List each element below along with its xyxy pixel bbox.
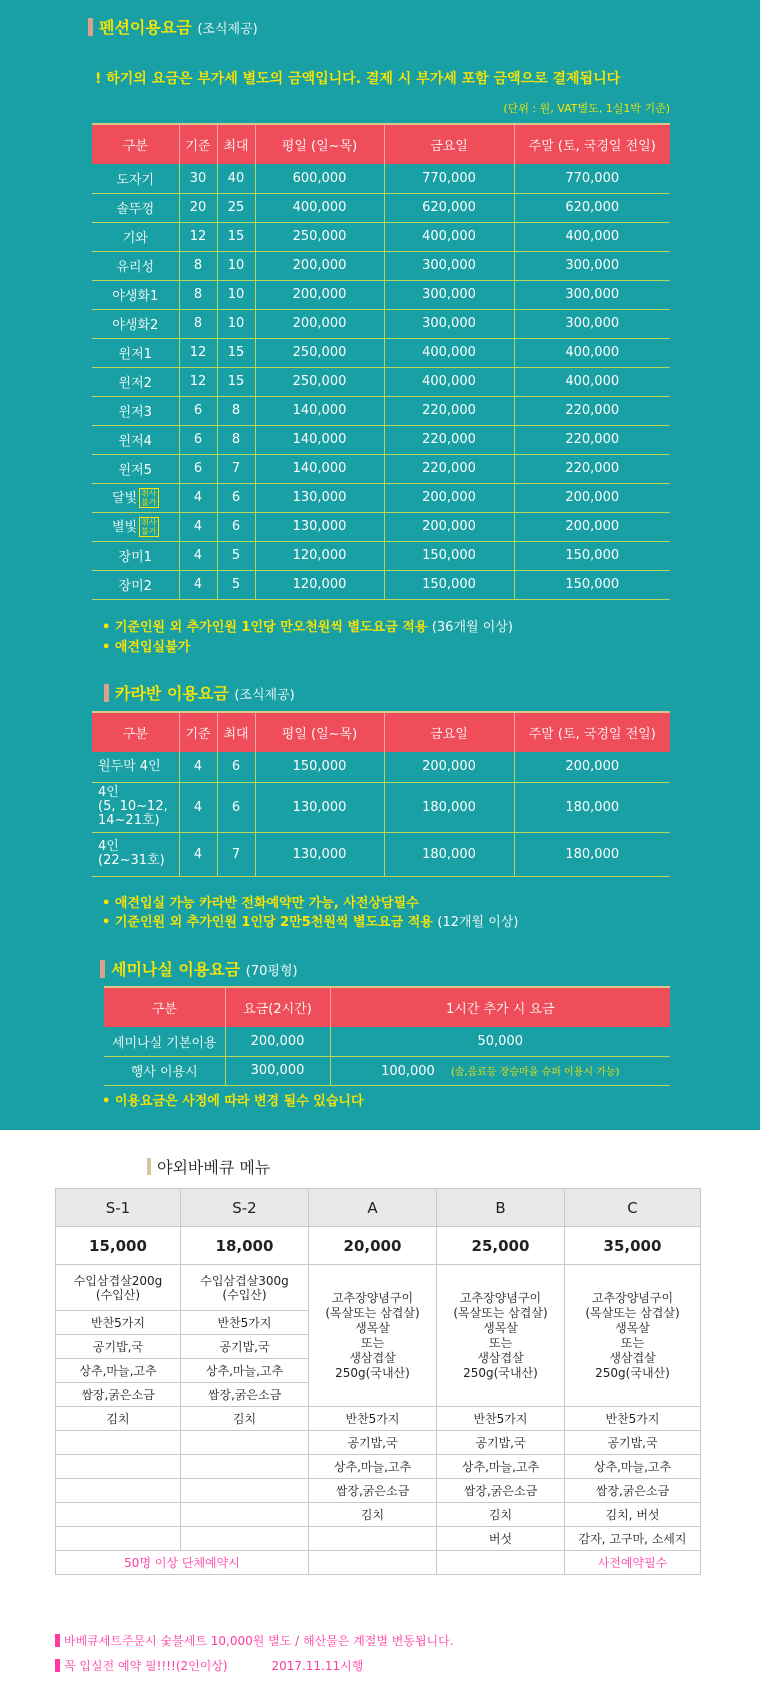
caravan-name: 원두막 4인 [92,752,179,782]
weekend-price: 220,000 [514,425,670,454]
bbq-foot-1: 바베큐세트주문시 숯불세트 10,000원 별도 / 해산물은 계절별 변동됩니다. [64,1634,454,1648]
seminar-type: 행사 이용시 [104,1056,225,1085]
std-people: 6 [179,396,217,425]
pension-row [92,367,670,396]
room-name: 야생화1 [92,280,179,309]
max-people: 7 [217,832,255,876]
max-people: 15 [217,338,255,367]
friday-price: 220,000 [384,425,514,454]
menu-item: 김치 [181,1407,309,1431]
vat-notice: ! 하기의 요금은 부가세 별도의 금액입니다. 결제 시 부가세 포함 금액으로 결제됩니다 [95,71,621,87]
weekday-price: 250,000 [255,338,384,367]
std-people: 4 [179,782,217,832]
weekday-price: 150,000 [255,752,384,782]
menu-main-item: 고추장양념구이 (목살또는 삼겹살) 생목살 또는 생삼겹살 250g(국내산) [565,1265,701,1407]
caravan-row [92,782,670,832]
std-people: 4 [179,570,217,599]
bbq-title-text: 야외바베큐 메뉴 [157,1158,271,1177]
seminar-type: 세미나실 기본이용 [104,1027,225,1056]
weekend-price: 300,000 [514,251,670,280]
room-name: 윈저2 [92,367,179,396]
column-header: 기준 [179,124,217,164]
weekend-price: 400,000 [514,222,670,251]
friday-price: 180,000 [384,782,514,832]
title-bar-marker [88,18,93,36]
weekend-price: 770,000 [514,164,670,193]
pension-price-table [92,123,670,600]
set-price: 25,000 [437,1227,565,1265]
friday-price: 200,000 [384,752,514,782]
friday-price: 180,000 [384,832,514,876]
std-people: 12 [179,367,217,396]
seminar-price-table [104,986,670,1086]
menu-item: 쌈장,굵은소금 [181,1383,309,1407]
menu-item: 상추,마늘,고추 [565,1455,701,1479]
friday-price: 400,000 [384,367,514,396]
group-reservation-note: 50명 이상 단체예약시 [56,1551,309,1575]
weekday-price: 140,000 [255,396,384,425]
column-header: 주말 (토, 국경일 전일) [514,124,670,164]
weekend-price: 400,000 [514,367,670,396]
column-header: 금요일 [384,124,514,164]
friday-price: 150,000 [384,570,514,599]
caravan-price-table [92,711,670,877]
weekend-price: 180,000 [514,832,670,876]
std-people: 4 [179,752,217,782]
weekend-price: 220,000 [514,396,670,425]
caravan-note-pets: • 애견입실 가능 카라반 전화예약만 가능, 사전상담필수 [102,896,419,911]
max-people: 15 [217,222,255,251]
menu-item: 감자, 고구마, 소세지 [565,1527,701,1551]
pension-row [92,280,670,309]
std-people: 4 [179,832,217,876]
friday-price: 200,000 [384,512,514,541]
pension-row [92,338,670,367]
column-header: 기준 [179,712,217,752]
menu-item [56,1479,181,1503]
pension-row [92,222,670,251]
caravan-title-sub: (조식제공) [234,688,295,703]
menu-main-item: 고추장양념구이 (목살또는 삼겹살) 생목살 또는 생삼겹살 250g(국내산) [309,1265,437,1407]
column-header: 최대 [217,124,255,164]
set-code: A [309,1189,437,1227]
footnote-bar-marker [55,1634,60,1647]
column-header: 구분 [104,987,225,1027]
menu-item [181,1479,309,1503]
menu-item: 쌈장,굵은소금 [56,1383,181,1407]
menu-item [181,1455,309,1479]
weekend-price: 300,000 [514,280,670,309]
seminar-extra-note: (술,음료등 장승마을 슈퍼 이용시 가능) [450,1066,620,1078]
footnote-bar-marker [55,1659,60,1672]
bbq-menu-row [56,1431,701,1455]
menu-item: 반찬5가지 [309,1407,437,1431]
menu-item: 수입삼겹살200g (수입산) [56,1265,181,1311]
max-people: 6 [217,752,255,782]
caravan-note-2-tail: (12개월 이상) [437,915,519,930]
max-people: 25 [217,193,255,222]
column-header: 평일 (일~목) [255,712,384,752]
empty-cell [309,1551,437,1575]
std-people: 8 [179,309,217,338]
set-price: 35,000 [565,1227,701,1265]
std-people: 6 [179,425,217,454]
menu-item [181,1431,309,1455]
weekday-price: 600,000 [255,164,384,193]
column-header: 금요일 [384,712,514,752]
bbq-menu-row [56,1527,701,1551]
friday-price: 770,000 [384,164,514,193]
menu-item: 김치 [437,1503,565,1527]
bbq-menu-row [56,1503,701,1527]
column-header: 구분 [92,712,179,752]
friday-price: 300,000 [384,251,514,280]
max-people: 5 [217,570,255,599]
bbq-menu-table [55,1188,701,1575]
friday-price: 150,000 [384,541,514,570]
menu-item: 반찬5가지 [181,1311,309,1335]
seminar-row [104,1056,670,1085]
room-name: 윈저4 [92,425,179,454]
pension-row [92,570,670,599]
std-people: 20 [179,193,217,222]
weekend-price: 220,000 [514,454,670,483]
bbq-footnote-reservation [55,1657,363,1674]
bbq-note-row [56,1551,701,1575]
pension-row [92,483,670,512]
friday-price: 200,000 [384,483,514,512]
menu-item: 공기밥,국 [181,1335,309,1359]
bbq-menu-row [56,1407,701,1431]
max-people: 8 [217,425,255,454]
weekend-price: 200,000 [514,752,670,782]
menu-item: 반찬5가지 [437,1407,565,1431]
bbq-price-row [56,1227,701,1265]
pension-row [92,251,670,280]
weekday-price: 130,000 [255,832,384,876]
weekday-price: 140,000 [255,454,384,483]
std-people: 8 [179,280,217,309]
seminar-fee: 200,000 [225,1027,330,1056]
room-name: 달빛 취사 불가 [92,483,179,512]
seminar-note: • 이용요금은 사정에 따라 변경 될수 있습니다 [102,1094,364,1109]
weekend-price: 200,000 [514,483,670,512]
menu-item: 반찬5가지 [565,1407,701,1431]
weekday-price: 400,000 [255,193,384,222]
seminar-title [100,957,298,980]
friday-price: 220,000 [384,454,514,483]
column-header: 최대 [217,712,255,752]
max-people: 10 [217,309,255,338]
bbq-menu-row [56,1479,701,1503]
room-name: 기와 [92,222,179,251]
max-people: 6 [217,512,255,541]
bbq-title [147,1155,270,1178]
weekday-price: 250,000 [255,367,384,396]
column-header: 요금(2시간) [225,987,330,1027]
pension-row [92,454,670,483]
set-price: 15,000 [56,1227,181,1265]
menu-item: 쌈장,굵은소금 [437,1479,565,1503]
weekend-price: 150,000 [514,541,670,570]
column-header: 1시간 추가 시 요금 [330,987,670,1027]
bbq-menu-row [56,1265,701,1311]
max-people: 10 [217,280,255,309]
menu-item [56,1455,181,1479]
weekend-price: 200,000 [514,512,670,541]
set-price: 18,000 [181,1227,309,1265]
caravan-row [92,832,670,876]
pension-title-text: 펜션이용요금 [99,18,192,37]
set-code: S-1 [56,1189,181,1227]
seminar-fee: 300,000 [225,1056,330,1085]
menu-item: 반찬5가지 [56,1311,181,1335]
weekend-price: 180,000 [514,782,670,832]
friday-price: 620,000 [384,193,514,222]
menu-item: 쌈장,굵은소금 [565,1479,701,1503]
pension-note-1-tail: (36개월 이상) [431,620,513,635]
std-people: 4 [179,512,217,541]
menu-main-item: 고추장양념구이 (목살또는 삼겹살) 생목살 또는 생삼겹살 250g(국내산) [437,1265,565,1407]
max-people: 15 [217,367,255,396]
std-people: 12 [179,338,217,367]
pension-row [92,164,670,193]
weekend-price: 400,000 [514,338,670,367]
set-code: S-2 [181,1189,309,1227]
friday-price: 220,000 [384,396,514,425]
menu-item: 상추,마늘,고추 [56,1359,181,1383]
weekend-price: 300,000 [514,309,670,338]
column-header: 구분 [92,124,179,164]
seminar-title-text: 세미나실 이용요금 [111,960,241,979]
menu-item [56,1503,181,1527]
room-name: 야생화2 [92,309,179,338]
std-people: 12 [179,222,217,251]
weekday-price: 200,000 [255,280,384,309]
column-header: 주말 (토, 국경일 전일) [514,712,670,752]
menu-item: 김치, 버섯 [565,1503,701,1527]
room-name: 장미2 [92,570,179,599]
pension-row [92,396,670,425]
pension-row [92,541,670,570]
std-people: 4 [179,541,217,570]
bbq-menu-row [56,1455,701,1479]
pension-note-no-pets: • 애견입실불가 [102,640,191,655]
room-name: 유리성 [92,251,179,280]
friday-price: 400,000 [384,222,514,251]
pension-title [88,15,258,38]
weekday-price: 130,000 [255,512,384,541]
weekday-price: 250,000 [255,222,384,251]
no-cooking-badge: 취사 불가 [141,518,157,537]
menu-item: 공기밥,국 [309,1431,437,1455]
caravan-title-text: 카라반 이용요금 [115,684,229,703]
room-name: 윈저3 [92,396,179,425]
std-people: 6 [179,454,217,483]
caravan-name: 4인 (22~31호) [92,832,179,876]
menu-item: 상추,마늘,고추 [309,1455,437,1479]
menu-item: 상추,마늘,고추 [437,1455,565,1479]
weekend-price: 150,000 [514,570,670,599]
menu-item: 공기밥,국 [56,1335,181,1359]
set-code: B [437,1189,565,1227]
weekday-price: 120,000 [255,541,384,570]
room-name: 윈저5 [92,454,179,483]
pension-note-extra-person [102,616,513,635]
seminar-row [104,1027,670,1056]
max-people: 40 [217,164,255,193]
bbq-footnote-charcoal [55,1632,454,1649]
seminar-extra-fee: 50,000 [330,1027,670,1056]
menu-item: 공기밥,국 [437,1431,565,1455]
max-people: 6 [217,483,255,512]
menu-item: 공기밥,국 [565,1431,701,1455]
friday-price: 400,000 [384,338,514,367]
pension-title-sub: (조식제공) [197,22,258,37]
reservation-required-note: 사전예약필수 [565,1551,701,1575]
std-people: 4 [179,483,217,512]
weekday-price: 130,000 [255,782,384,832]
set-code: C [565,1189,701,1227]
friday-price: 300,000 [384,280,514,309]
bbq-foot-date: 2017.11.11시행 [271,1659,364,1673]
seminar-extra-fee: 100,000 (술,음료등 장승마을 슈퍼 이용시 가능) [330,1056,670,1085]
std-people: 30 [179,164,217,193]
menu-item [181,1503,309,1527]
room-name: 윈저1 [92,338,179,367]
set-price: 20,000 [309,1227,437,1265]
caravan-row [92,752,670,782]
menu-item [56,1431,181,1455]
empty-cell [437,1551,565,1575]
weekend-price: 620,000 [514,193,670,222]
max-people: 10 [217,251,255,280]
max-people: 6 [217,782,255,832]
menu-item: 수입삼겹살300g (수입산) [181,1265,309,1311]
bbq-code-row [56,1189,701,1227]
seminar-title-sub: (70평형) [245,964,298,979]
menu-item: 김치 [309,1503,437,1527]
title-bar-marker [104,684,109,702]
room-name: 도자기 [92,164,179,193]
title-bar-marker [100,960,105,978]
unit-note: (단위 : 원, VAT별도, 1실1박 기준) [503,102,670,115]
weekday-price: 200,000 [255,309,384,338]
menu-item: 버섯 [437,1527,565,1551]
caravan-note-2: • 기준인원 외 추가인원 1인당 2만5천원씩 별도요금 적용 [102,915,433,930]
no-cooking-badge: 취사 불가 [141,489,157,508]
column-header: 평일 (일~목) [255,124,384,164]
max-people: 7 [217,454,255,483]
weekday-price: 140,000 [255,425,384,454]
friday-price: 300,000 [384,309,514,338]
bbq-foot-2: 꼭 입실전 예약 필!!!!(2인이상) [64,1659,228,1673]
room-name: 솔뚜껑 [92,193,179,222]
menu-item: 쌈장,굵은소금 [309,1479,437,1503]
menu-item [56,1527,181,1551]
pension-row [92,193,670,222]
caravan-note-extra-person [102,911,518,930]
menu-item: 상추,마늘,고추 [181,1359,309,1383]
caravan-name: 4인 (5, 10~12, 14~21호) [92,782,179,832]
room-name: 장미1 [92,541,179,570]
menu-item [309,1527,437,1551]
pension-row [92,425,670,454]
pension-note-1: • 기준인원 외 추가인원 1인당 만오천원씩 별도요금 적용 [102,620,428,635]
room-name: 별빛 취사 불가 [92,512,179,541]
weekday-price: 120,000 [255,570,384,599]
menu-item: 김치 [56,1407,181,1431]
pension-row [92,309,670,338]
max-people: 5 [217,541,255,570]
max-people: 8 [217,396,255,425]
title-bar-marker [147,1158,151,1175]
caravan-title [104,681,295,704]
menu-item [181,1527,309,1551]
std-people: 8 [179,251,217,280]
weekday-price: 200,000 [255,251,384,280]
weekday-price: 130,000 [255,483,384,512]
pension-row [92,512,670,541]
